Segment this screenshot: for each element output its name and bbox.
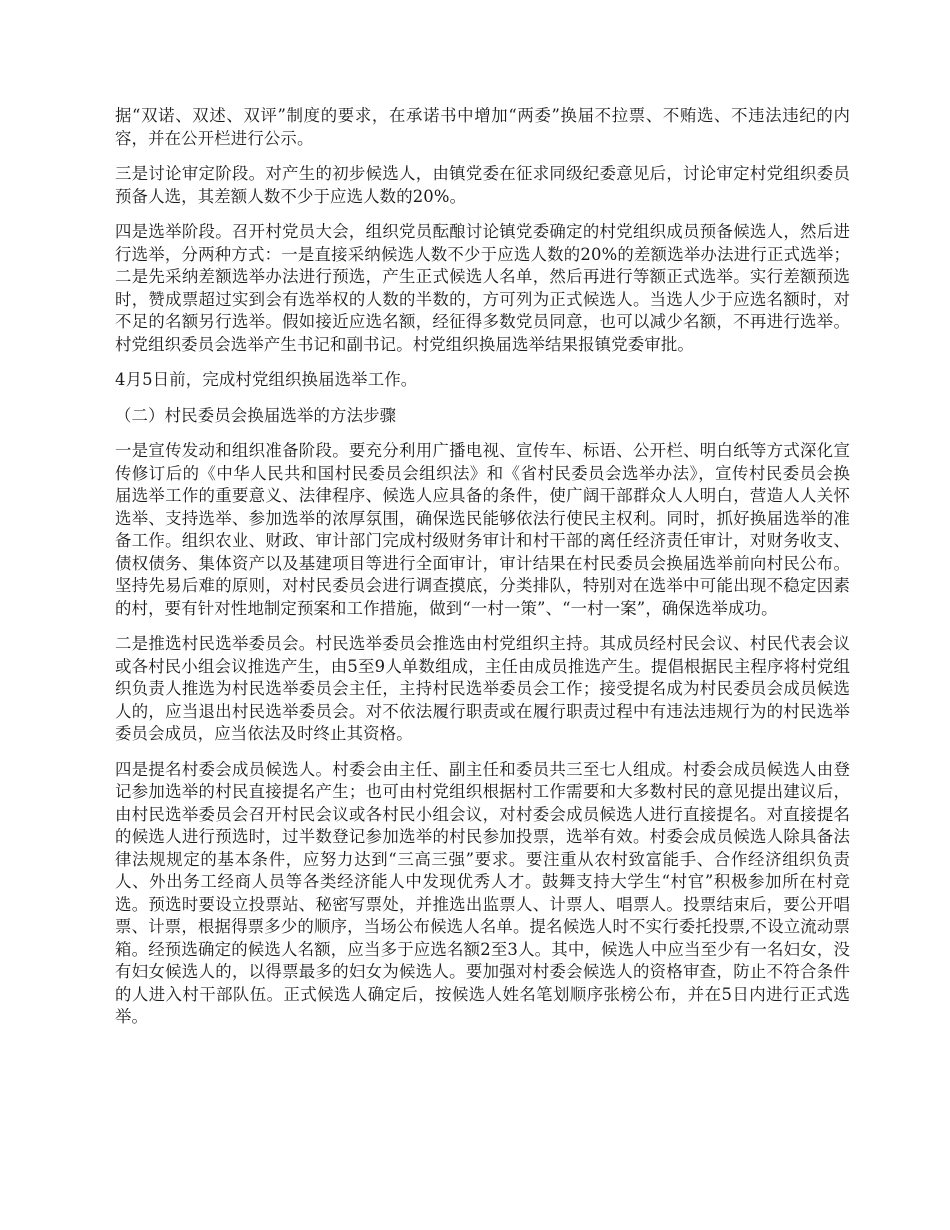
paragraph-publicity-preparation: 一是宣传发动和组织准备阶段。要充分利用广播电视、宣传车、标语、公开栏、明白纸等方式深化宣传修订后的《中华人民共和国村民委员会组织法》和《省村民委员会选举办法》，宣传村民委员会换届选举工作的重要意义、法律程序、候选人应具备的条件，使广阔干部群众人人明白，营造人人关怀选举、支持选举、参加选举的浓厚氛围，确保选民能够依法行使民主权利。同时，抓好换届选举的准备工作。组织农业、财政、审计部门完成村级财务审计和村干部的离任经济责任审计，对财务收支、债权债务、集体资产以及基建项目等进行全面审计，审计结果在村民委员会换届选举前向村民公布。坚持先易后难的原则，对村民委员会进行调查摸底，分类排队，特别对在选举中可能出现不稳定因素的村，要有针对性地制定预案和工作措施，做到“一村一策”、“一村一案”，确保选举成功。 (115, 441, 850, 618)
document-page (115, 105, 850, 1042)
section-heading-village-committee: （二）村民委员会换届选举的方法步骤 (115, 405, 397, 425)
paragraph-pledge-publicity: 据“双诺、双述、双评”制度的要求，在承诺书中增加“两委”换届不拉票、不贿选、不违法违纪的内容，并在公开栏进行公示。 (115, 106, 850, 148)
paragraph-review-stage: 三是讨论审定阶段。对产生的初步候选人，由镇党委在征求同级纪委意见后，讨论审定村党组织委员预备人选，其差额人数不少于应选人数的20%。 (115, 164, 850, 206)
paragraph-election-stage: 四是选举阶段。召开村党员大会，组织党员酝酿讨论镇党委确定的村党组织成员预备候选人，然后进行选举，分两种方式：一是直接采纳候选人数不少于应选人数的20%的差额选举办法进行正式选举；二是先采纳差额选举办法进行预选，产生正式候选人名单，然后再进行等额正式选举。实行差额预选时，赞成票超过实到会有选举权的人数的半数的，方可列为正式候选人。当选人少于应选名额时，对不足的名额另行选举。假如接近应选名额，经征得多数党员同意，也可以减少名额，不再进行选举。村党组织委员会选举产生书记和副书记。村党组织换届选举结果报镇党委审批。 (115, 222, 850, 354)
paragraph-election-committee: 二是推选村民选举委员会。村民选举委员会推选由村党组织主持。其成员经村民会议、村民代表会议或各村民小组会议推选产生，由5至9人单数组成，主任由成员推选产生。提倡根据民主程序将村党组织负责人推选为村民选举委员会主任，主持村民选举委员会工作；接受提名成为村民委员会成员候选人的，应当退出村民选举委员会。对不依法履行职责或在履行职责过程中有违法违规行为的村民选举委员会成员，应当依法及时终止其资格。 (115, 634, 850, 743)
paragraph-deadline: 4月5日前，完成村党组织换届选举工作。 (115, 370, 418, 389)
paragraph-candidate-nomination: 四是提名村委会成员候选人。村委会由主任、副主任和委员共三至七人组成。村委会成员候选人由登记参加选举的村民直接提名产生；也可由村党组织根据村工作需要和大多数村民的意见提出建议后，由村民选举委员会召开村民会议或各村民小组会议，对村委会成员候选人进行直接提名。对直接提名的候选人进行预选时，过半数登记参加选举的村民参加投票，选举有效。村委会成员候选人除具备法律法规规定的基本条件，应努力达到“三高三强”要求。要注重从农村致富能手、合作经济组织负责人、外出务工经商人员等各类经济能人中发现优秀人才。鼓舞支持大学生“村官”积极参加所在村竞选。预选时要设立投票站、秘密写票处，并推选出监票人、计票人、唱票人。投票结束后，要公开唱票、计票，根据得票多少的顺序，当场公布候选人名单。提名候选人时不实行委托投票,不设立流动票箱。经预选确定的候选人名额，应当多于应选名额2至3人。其中，候选人中应当至少有一名妇女，没有妇女候选人的，以得票最多的妇女为候选人。要加强对村委会候选人的资格审查，防止不符合条件的人进入村干部队伍。正式候选人确定后，按候选人姓名笔划顺序张榜公布，并在5日内进行正式选举。 (115, 759, 850, 1026)
